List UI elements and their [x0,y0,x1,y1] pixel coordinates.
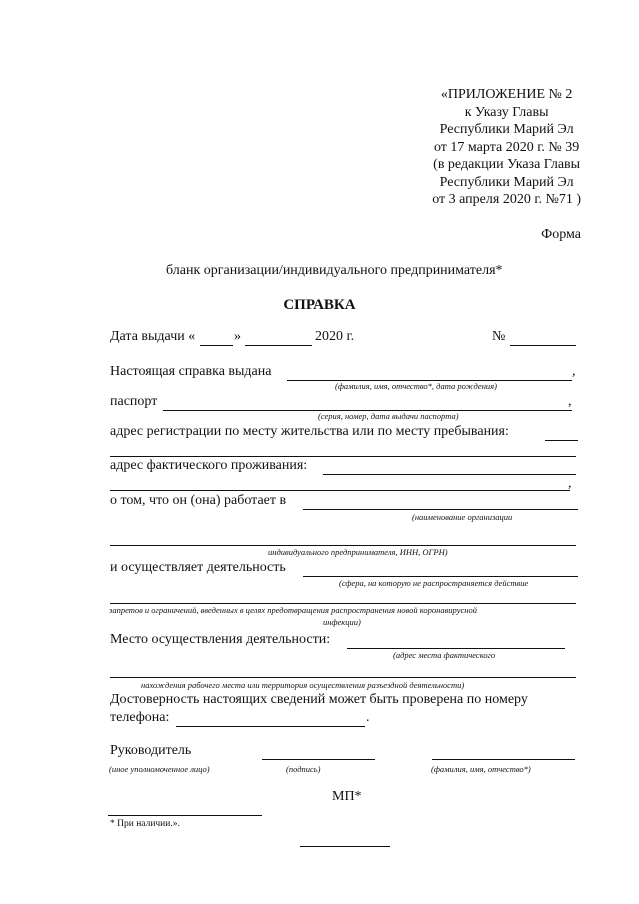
day-field[interactable] [200,345,233,346]
phone-label: телефона: [110,710,170,725]
form-label: Форма [541,227,581,242]
name-hint: (фамилия, имя, отчество*) [431,764,531,774]
actual-address-field[interactable] [323,474,576,475]
issue-year: 2020 г. [315,329,355,344]
number-label: № [492,329,506,344]
header-line: (в редакции Указа Главы [433,157,581,172]
phone-field[interactable] [176,726,365,727]
activity-label: и осуществляет деятельность [110,560,286,575]
works-at-hint-2: индивидуального предпринимателя, ИНН, ОГРН) [268,547,448,557]
issued-to-hint: (фамилия, имя, отчество*, дата рождения) [335,381,497,391]
number-field[interactable] [510,345,576,346]
name-field[interactable] [432,759,575,760]
end-divider [300,846,390,847]
works-at-field[interactable] [303,509,578,510]
works-at-label: о том, что он (она) работает в [110,493,287,508]
passport-label: паспорт [110,394,158,409]
place-field[interactable] [347,648,565,649]
footnote-divider [108,815,262,816]
comma: , [568,394,572,409]
sign-hint: (подпись) [286,764,321,774]
issued-to-label: Настоящая справка выдана [110,364,272,379]
place-field-2[interactable] [110,677,576,678]
passport-hint: (серия, номер, дата выдачи паспорта) [318,411,459,421]
works-at-hint: (наименование организации [412,512,513,522]
activity-field[interactable] [303,576,578,577]
footnote: * При наличии.». [110,819,180,829]
place-hint: (адрес места фактического [393,650,496,660]
comma: , [568,476,572,491]
actual-address-label: адрес фактического проживания: [110,458,308,473]
month-field[interactable] [245,345,312,346]
stamp-label: МП* [332,789,362,804]
verify-text: Достоверность настоящих сведений может быть проверена по номеру [110,692,528,707]
place-label: Место осуществления деятельности: [110,632,331,647]
registration-field[interactable] [545,440,578,441]
activity-hint-2: запретов и ограничений, введенных в целях предотвращения распространения новой коронавирусной [109,605,477,615]
issue-date-quote: » [234,329,241,344]
header-line: Республики Марий Эл [439,122,574,137]
blank-label: бланк организации/индивидуального предпринимателя* [166,263,503,278]
activity-hint: (сфера, на которую не распространяется действие [339,578,529,588]
works-at-field-2[interactable] [110,545,576,546]
head-label: Руководитель [110,743,192,758]
header-line: от 17 марта 2020 г. № 39 [433,139,580,155]
period: . [366,710,370,725]
header-line: к Указу Главы [464,104,549,120]
comma: , [572,364,576,379]
place-hint-2: нахождения рабочего места или территория осуществления разъездной деятельности) [141,680,465,690]
header-line: «ПРИЛОЖЕНИЕ № 2 [440,87,573,102]
activity-field-2[interactable] [110,603,576,604]
issue-date-label: Дата выдачи « [110,329,196,344]
registration-label: адрес регистрации по месту жительства или по месту пребывания: [110,424,509,439]
signature-field[interactable] [262,759,375,760]
header-line: Республики Марий Эл [439,174,574,190]
actual-address-field-2[interactable] [110,490,570,491]
head-hint: (иное уполномоченное лицо) [109,764,210,774]
header-block [432,86,581,209]
page-title: СПРАВКА [283,297,356,313]
header-line: от 3 апреля 2020 г. №71 ) [432,192,581,207]
registration-field-2[interactable] [110,456,576,457]
activity-hint-3: инфекции) [323,617,361,627]
